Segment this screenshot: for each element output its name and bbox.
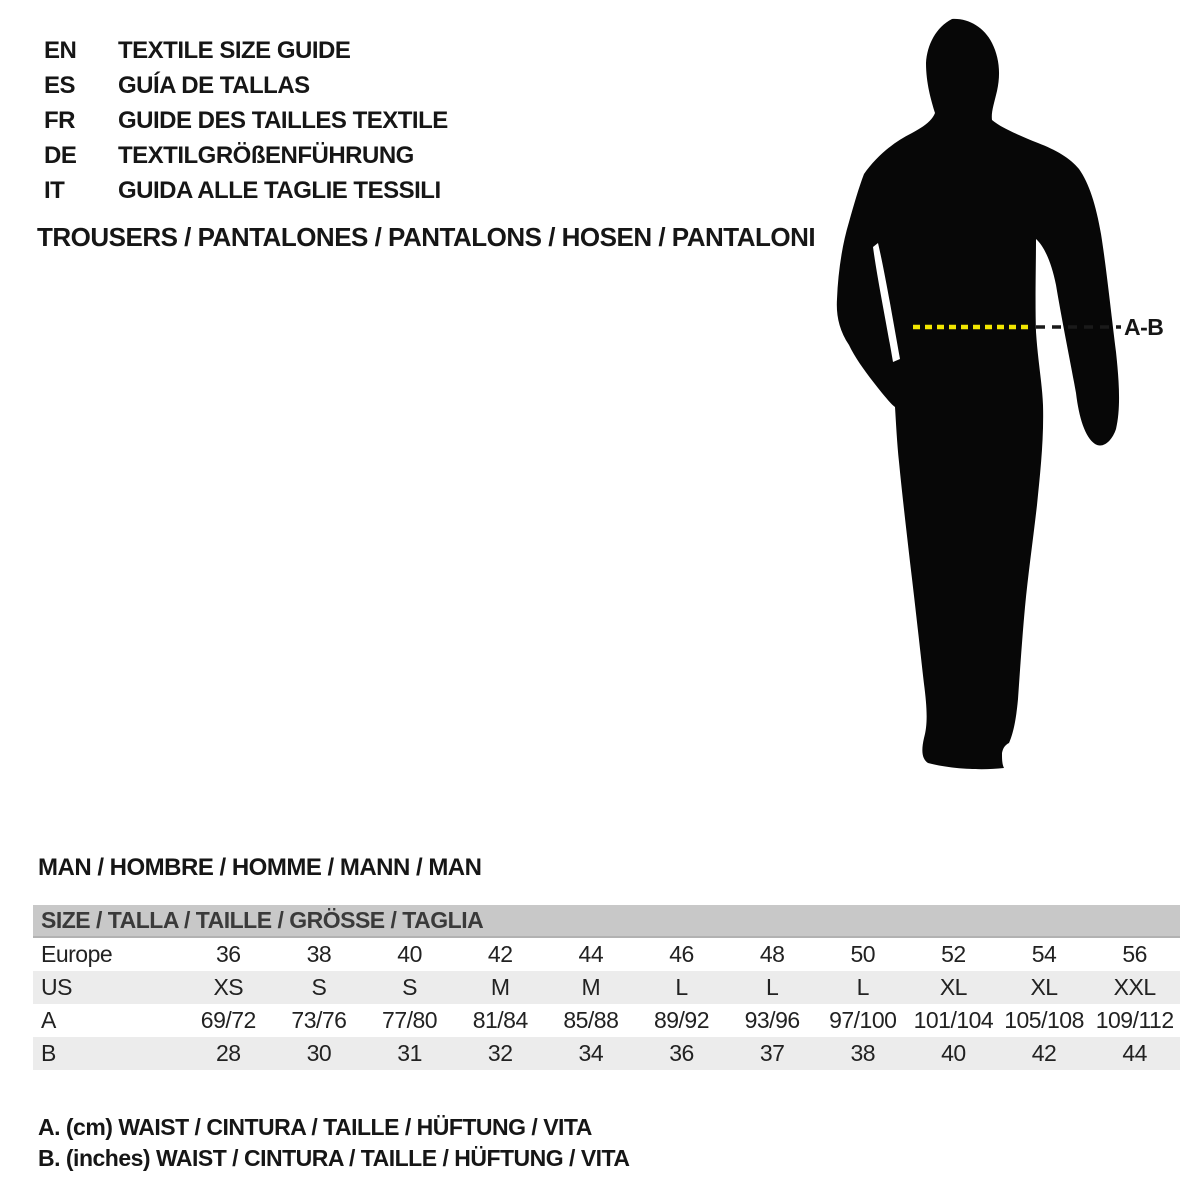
size-cell: S: [311, 974, 327, 1000]
size-cell: 48: [759, 941, 785, 967]
size-cell: 44: [1122, 1040, 1147, 1066]
size-cell: 73/76: [291, 1007, 347, 1033]
language-code: DE: [44, 142, 77, 169]
table-row-europe: [33, 938, 1180, 971]
table-row-us: [33, 971, 1180, 1004]
size-cell: 37: [759, 1040, 785, 1066]
size-cell: 36: [669, 1040, 694, 1066]
section-title: MAN / HOMBRE / HOMME / MANN / MAN: [38, 854, 482, 881]
size-cell: 81/84: [472, 1007, 528, 1033]
size-cell: 85/88: [563, 1007, 619, 1033]
size-cell: 40: [397, 941, 422, 967]
size-cell: XL: [1030, 974, 1058, 1000]
language-code: FR: [44, 107, 75, 134]
size-cell: XXL: [1113, 974, 1156, 1000]
language-row-fr: [44, 103, 448, 138]
language-label: GUÍA DE TALLAS: [118, 72, 310, 99]
size-cell: 44: [578, 941, 604, 967]
size-cell: L: [675, 974, 688, 1000]
size-table-rows: [33, 938, 1180, 1070]
man-silhouette: [830, 15, 1160, 775]
size-table-header: SIZE / TALLA / TAILLE / GRÖSSE / TAGLIA: [33, 905, 1180, 938]
language-label: TEXTILE SIZE GUIDE: [118, 37, 351, 64]
row-label: US: [41, 974, 72, 1000]
size-cell: 89/92: [653, 1007, 710, 1033]
size-cell: S: [402, 974, 417, 1000]
row-label: B: [41, 1040, 56, 1066]
size-cell: 42: [1031, 1040, 1057, 1066]
size-cell: 40: [941, 1040, 966, 1066]
row-label: Europe: [41, 941, 113, 967]
size-cell: 101/104: [913, 1007, 994, 1033]
size-cell: 52: [941, 941, 966, 967]
language-label: GUIDE DES TAILLES TEXTILE: [118, 107, 448, 134]
size-cell: 42: [487, 941, 513, 967]
language-list: [44, 33, 448, 208]
size-cell: 97/100: [829, 1007, 897, 1033]
size-cell: 109/112: [1095, 1007, 1174, 1033]
size-cell: 93/96: [744, 1007, 800, 1033]
size-cell: 36: [216, 941, 241, 967]
size-cell: 32: [487, 1040, 513, 1066]
size-cell: 46: [669, 941, 694, 967]
size-cell: 77/80: [382, 1007, 438, 1033]
table-row-a: [33, 1004, 1180, 1037]
size-cell: XS: [213, 974, 244, 1000]
language-code: ES: [44, 72, 76, 99]
size-cell: 56: [1122, 941, 1147, 967]
size-cell: 54: [1031, 941, 1057, 967]
size-cell: L: [856, 974, 869, 1000]
size-cell: 30: [306, 1040, 332, 1066]
size-cell: 31: [397, 1040, 422, 1066]
language-code: IT: [44, 177, 65, 204]
category-title: TROUSERS / PANTALONES / PANTALONS / HOSEN / PANTALONI: [37, 222, 816, 252]
size-cell: 34: [578, 1040, 604, 1066]
row-label: A: [41, 1007, 56, 1033]
table-row-b: [33, 1037, 1180, 1070]
language-row-it: [44, 173, 448, 208]
size-cell: M: [490, 974, 510, 1000]
language-label: TEXTILGRÖßENFÜHRUNG: [118, 142, 414, 169]
language-label: GUIDA ALLE TAGLIE TESSILI: [118, 177, 441, 204]
footnote-b: B. (inches) WAIST / CINTURA / TAILLE / HÜFTUNG / VITA: [38, 1145, 630, 1171]
measure-label: A-B: [1124, 314, 1164, 340]
size-cell: 28: [216, 1040, 241, 1066]
size-cell: 38: [850, 1040, 876, 1066]
language-code: EN: [44, 37, 77, 64]
size-cell: 69/72: [200, 1007, 256, 1033]
size-table: [33, 905, 1180, 1070]
footnote-a: A. (cm) WAIST / CINTURA / TAILLE / HÜFTUNG / VITA: [38, 1114, 592, 1140]
size-cell: L: [765, 974, 779, 1000]
size-cell: 50: [850, 941, 876, 967]
size-cell: M: [581, 974, 601, 1000]
language-row-es: [44, 68, 448, 103]
size-cell: XL: [939, 974, 967, 1000]
language-row-en: [44, 33, 448, 68]
footnotes: [38, 1112, 630, 1174]
language-row-de: [44, 138, 448, 173]
man-body-shape: [837, 19, 1119, 769]
size-cell: 105/108: [1004, 1007, 1084, 1033]
size-cell: 38: [306, 941, 332, 967]
